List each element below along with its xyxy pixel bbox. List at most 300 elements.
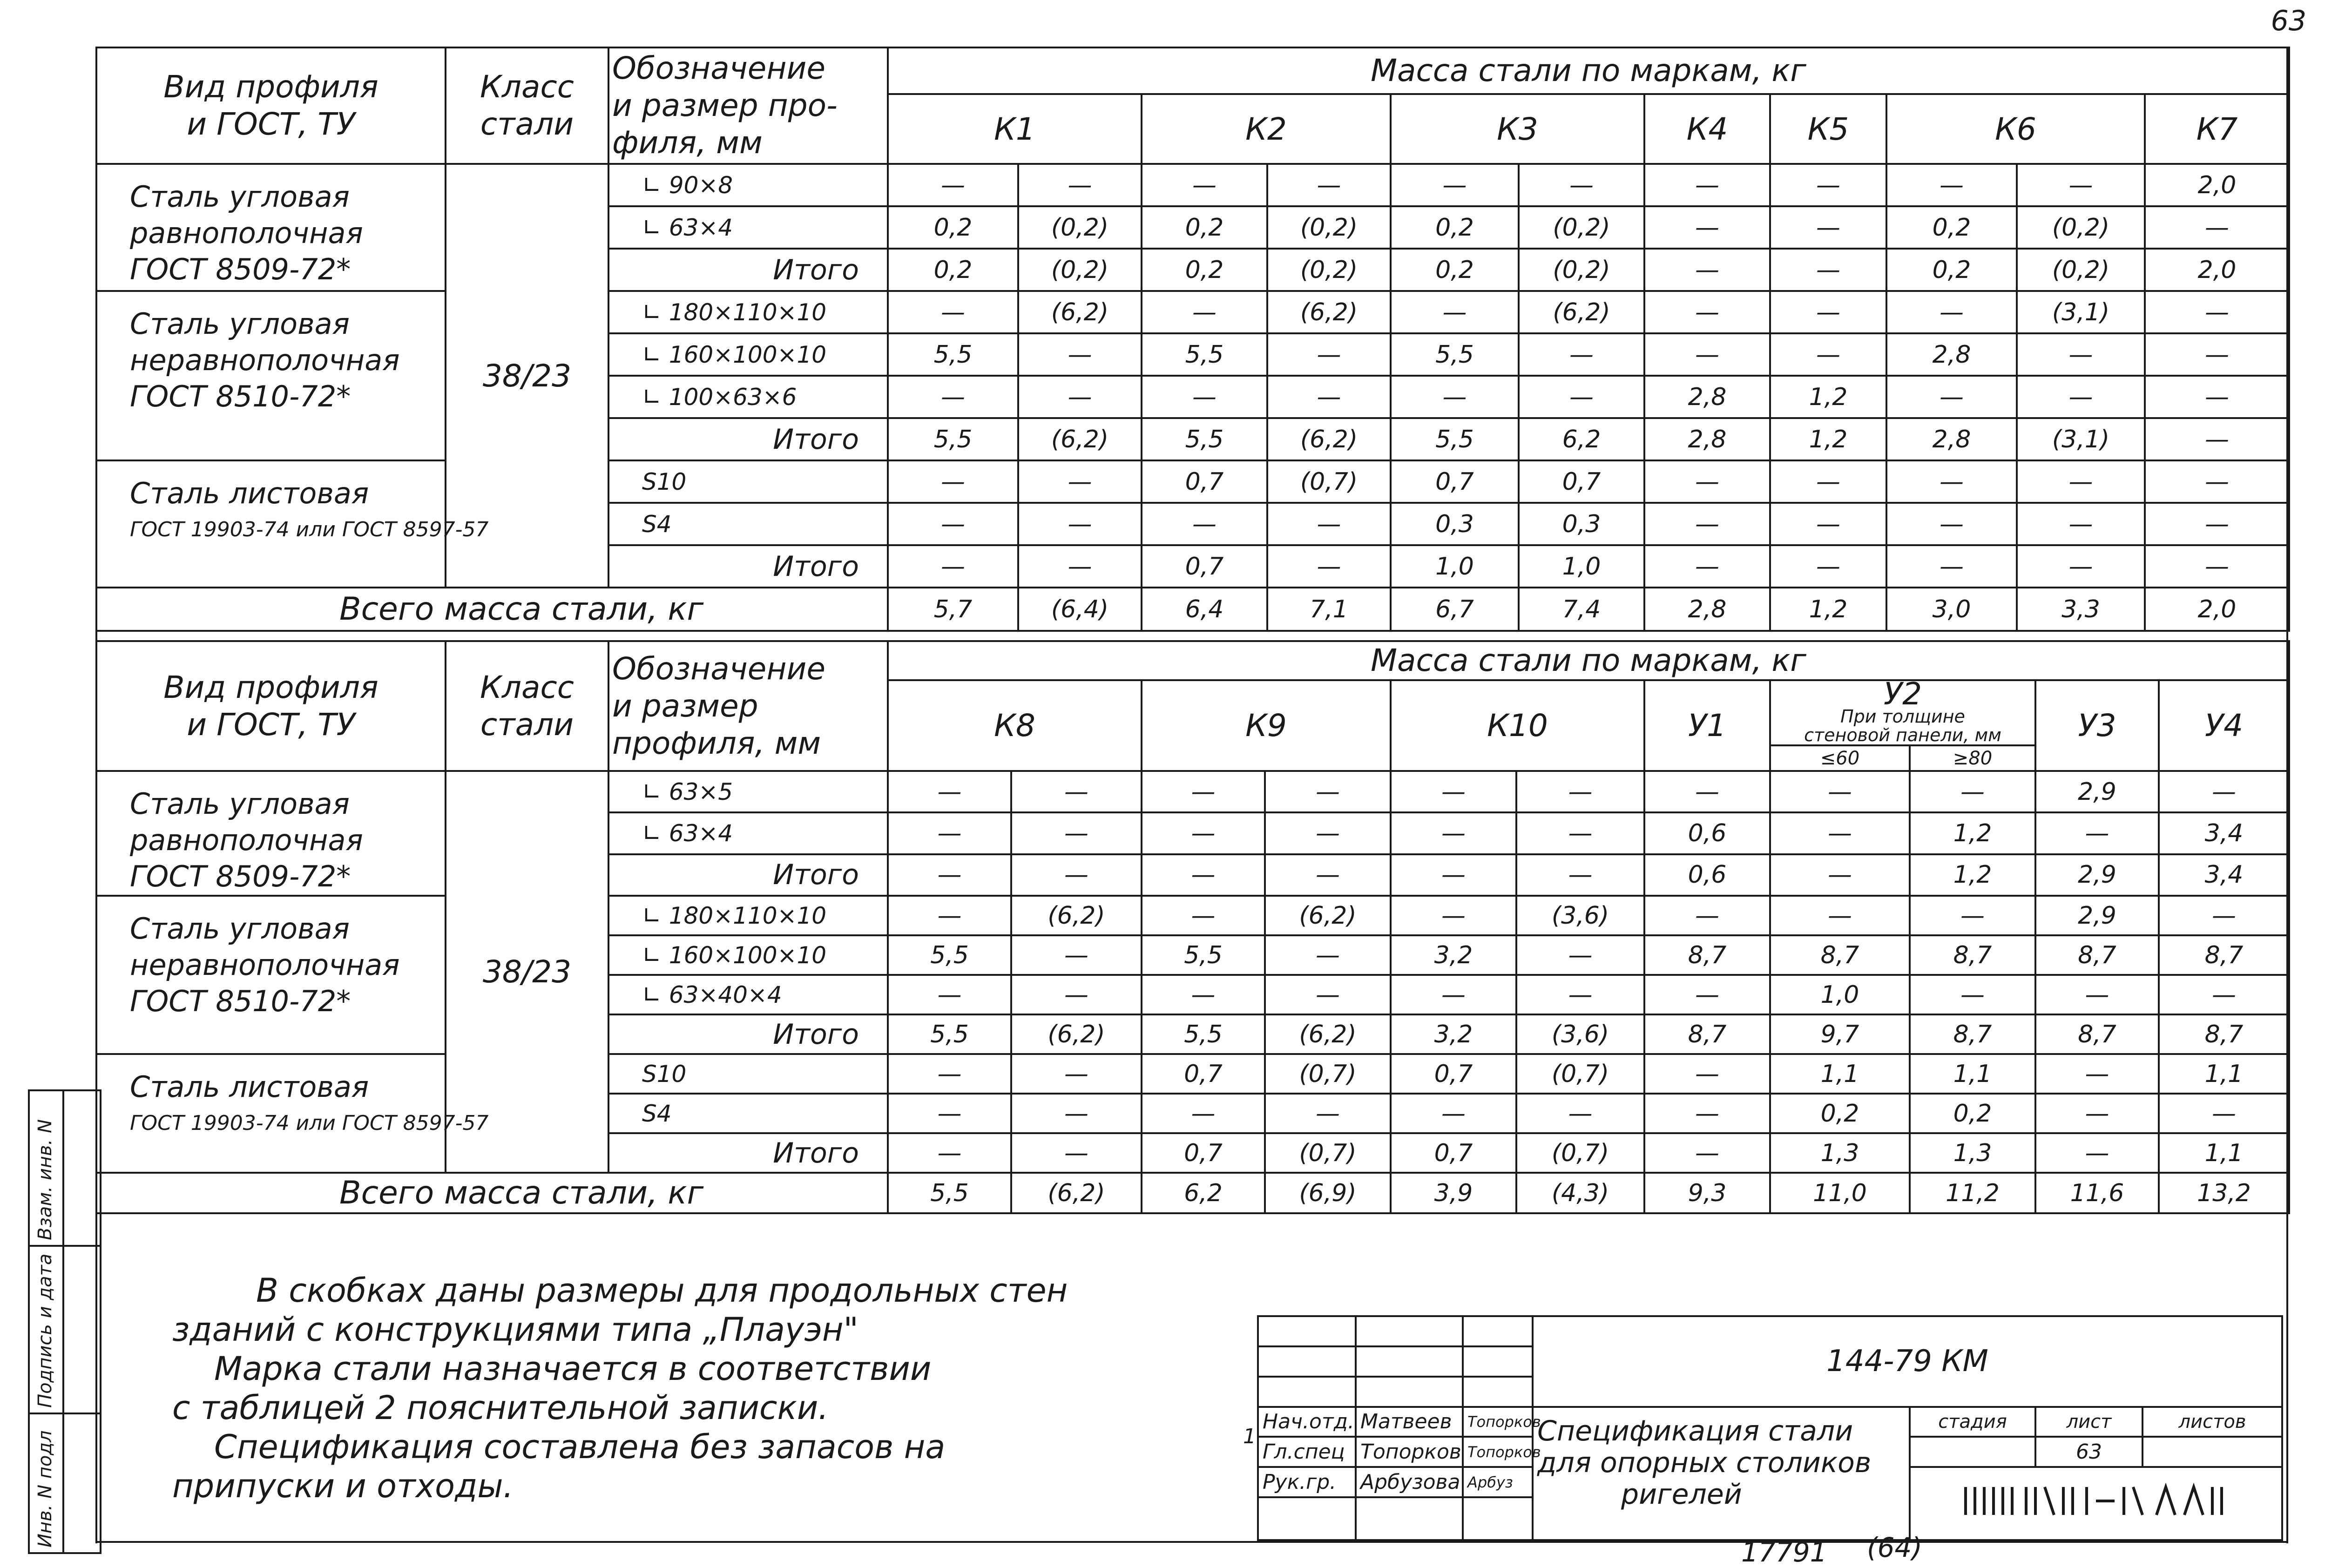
mass-value: — <box>1910 975 2035 1014</box>
subtotal-label: Итого <box>608 249 888 291</box>
stamp-name: Топорков <box>1356 1437 1463 1467</box>
total-value: 5,5 <box>888 1173 1011 1213</box>
mark-k7: К7 <box>2145 94 2289 164</box>
mass-value: 1,1 <box>1770 1054 1910 1094</box>
stage-label: стадия <box>1910 1407 2035 1437</box>
profile-group-name: Сталь угловая равнополочная ГОСТ 8509-72* <box>96 771 446 896</box>
mass-value: — <box>1142 812 1265 854</box>
mass-value: — <box>1018 164 1142 206</box>
bottom-table-body <box>96 771 2289 1213</box>
mass-value: — <box>1011 1133 1142 1173</box>
mass-value: 8,7 <box>2035 1014 2159 1054</box>
mass-value: (0,7) <box>1516 1133 1644 1173</box>
mass-value: — <box>888 771 1011 812</box>
title-block <box>1257 1315 2281 1541</box>
mass-value: — <box>1142 854 1265 896</box>
total-value: 3,0 <box>1886 588 2017 631</box>
mass-value: — <box>1519 376 1644 418</box>
mass-value: — <box>2145 206 2289 249</box>
side-label-replace: Взам. инв. N <box>34 1119 56 1240</box>
mass-value: — <box>1770 771 1910 812</box>
mass-value: (6,2) <box>1267 418 1391 460</box>
mass-value: — <box>1011 1094 1142 1133</box>
stamp-role: Гл.спец <box>1258 1437 1356 1467</box>
mass-value: 0,3 <box>1519 503 1644 545</box>
mass-value: — <box>1516 975 1644 1014</box>
mass-value: — <box>2145 418 2289 460</box>
mass-value: 0,2 <box>1391 249 1519 291</box>
stamp-row-marker: 1 <box>1243 1425 1256 1448</box>
mass-value: (3,1) <box>2017 291 2145 333</box>
mass-value: 1,1 <box>2159 1054 2289 1094</box>
mass-value: — <box>1886 545 2017 588</box>
mass-value: 0,7 <box>1142 1054 1265 1094</box>
total-value: 7,4 <box>1519 588 1644 631</box>
subtotal-label: Итого <box>608 854 888 896</box>
total-value: 6,7 <box>1391 588 1519 631</box>
total-value: 2,8 <box>1644 588 1770 631</box>
mass-value: — <box>2159 771 2289 812</box>
mass-value: (6,2) <box>1267 291 1391 333</box>
mass-value: — <box>2035 975 2159 1014</box>
mass-value: — <box>1770 854 1910 896</box>
profile-size: ∟ 63×40×4 <box>608 975 888 1014</box>
mass-value: (3,1) <box>2017 418 2145 460</box>
note-line: Спецификация составлена без запасов на <box>214 1428 946 1466</box>
header-profile-2: Вид профиля и ГОСТ, ТУ <box>96 641 446 771</box>
mass-value: — <box>2017 503 2145 545</box>
mass-value: — <box>888 376 1018 418</box>
mass-value: 2,9 <box>2035 854 2159 896</box>
bottom-number-left: 17791 <box>1741 1536 1827 1568</box>
header-mass-2: Масса стали по маркам, кг <box>888 641 2289 680</box>
profile-size: S4 <box>608 1094 888 1133</box>
u2-sub-2: стеновой панели, мм <box>1804 725 2001 745</box>
mass-value: (6,2) <box>1011 1014 1142 1054</box>
mass-value: (6,2) <box>1018 418 1142 460</box>
mass-value: 1,0 <box>1391 545 1519 588</box>
mass-value: — <box>1644 896 1770 935</box>
notes-block <box>172 1271 1243 1506</box>
mass-value: 1,2 <box>1910 812 2035 854</box>
mass-value: — <box>888 975 1011 1014</box>
mass-value: 0,7 <box>1391 1054 1516 1094</box>
mass-value: — <box>1886 164 2017 206</box>
mass-value: — <box>888 1054 1011 1094</box>
subtotal-label: Итого <box>608 545 888 588</box>
header-steel-class: Класс стали <box>446 47 608 164</box>
total-row <box>96 588 2289 631</box>
mass-value: — <box>1267 164 1391 206</box>
doc-code: 144-79 КМ <box>1533 1316 2282 1407</box>
mass-value: 0,7 <box>1142 545 1267 588</box>
mass-value: 8,7 <box>2035 935 2159 975</box>
total-value: 13,2 <box>2159 1173 2289 1213</box>
mass-value: — <box>1018 376 1142 418</box>
mass-value: 5,5 <box>888 418 1018 460</box>
profile-size: ∟ 160×100×10 <box>608 935 888 975</box>
mass-value: 0,2 <box>1770 1094 1910 1133</box>
total-label: Всего масса стали, кг <box>96 1173 888 1213</box>
total-value: 3,3 <box>2017 588 2145 631</box>
mass-value: 3,2 <box>1391 935 1516 975</box>
mass-value: 0,7 <box>1142 1133 1265 1173</box>
header-steel-class-2: Класс стали <box>446 641 608 771</box>
mass-value: — <box>2159 975 2289 1014</box>
mark-k10: К10 <box>1391 680 1644 771</box>
mass-value: — <box>2145 376 2289 418</box>
mass-value: — <box>2159 896 2289 935</box>
mass-value: 0,2 <box>1886 249 2017 291</box>
profile-size: ∟ 63×4 <box>608 206 888 249</box>
mass-value: — <box>1267 376 1391 418</box>
mass-value: (0,2) <box>1519 206 1644 249</box>
mass-value: 5,5 <box>1142 418 1267 460</box>
mass-value: — <box>1391 376 1519 418</box>
mass-value: 0,7 <box>1391 460 1519 503</box>
mass-value: — <box>1910 896 2035 935</box>
org-logo-icon <box>1961 1482 2231 1520</box>
mass-value: 2,0 <box>2145 164 2289 206</box>
profile-size: S10 <box>608 1054 888 1094</box>
mass-value: — <box>1516 854 1644 896</box>
total-value: 11,0 <box>1770 1173 1910 1213</box>
mass-value: — <box>888 1133 1011 1173</box>
total-value: 5,7 <box>888 588 1018 631</box>
frame-bottom <box>95 1541 2288 1543</box>
u2-sub-1: При толщине <box>1840 706 1965 727</box>
mark-k3: К3 <box>1391 94 1644 164</box>
mass-value: (0,2) <box>1267 206 1391 249</box>
profile-group-name: Сталь угловая неравнополочная ГОСТ 8510-72* <box>96 896 446 1054</box>
mass-value: (6,2) <box>1018 291 1142 333</box>
table-row <box>96 771 2289 812</box>
mass-value: — <box>888 896 1011 935</box>
mass-value: — <box>1265 1094 1391 1133</box>
steel-class-value: 38/23 <box>446 164 608 588</box>
mass-value: — <box>888 164 1018 206</box>
mass-value: 5,5 <box>1391 333 1519 376</box>
mass-value: 1,3 <box>1770 1133 1910 1173</box>
mark-k5: К5 <box>1770 94 1886 164</box>
total-value: 11,2 <box>1910 1173 2035 1213</box>
mass-value: — <box>1770 545 1886 588</box>
mass-value: — <box>1886 503 2017 545</box>
mass-value: (0,7) <box>1265 1054 1391 1094</box>
mass-value: — <box>1519 164 1644 206</box>
total-value: 2,0 <box>2145 588 2289 631</box>
mass-value: 5,5 <box>1142 1014 1265 1054</box>
side-label-inv: Инв. N подл <box>34 1430 56 1548</box>
mass-value: — <box>1644 206 1770 249</box>
mass-value: — <box>1391 975 1516 1014</box>
stamp-sign: Топорков <box>1463 1437 1533 1467</box>
mass-value: — <box>1516 1094 1644 1133</box>
mass-value: — <box>1886 376 2017 418</box>
mass-value: — <box>1267 333 1391 376</box>
table-row <box>96 291 2289 333</box>
u2-range-ge80: ≥80 <box>1910 745 2035 771</box>
mass-value: — <box>1267 545 1391 588</box>
total-value: 1,2 <box>1770 588 1886 631</box>
mass-value: — <box>2035 1054 2159 1094</box>
mass-value: — <box>1142 503 1267 545</box>
mass-value: — <box>1011 854 1142 896</box>
mass-value: — <box>1142 291 1267 333</box>
mass-value: — <box>1391 771 1516 812</box>
mass-value: (0,2) <box>1519 249 1644 291</box>
mass-value: — <box>1265 771 1391 812</box>
mass-value: — <box>1644 164 1770 206</box>
mass-value: — <box>1011 812 1142 854</box>
mark-k4: К4 <box>1644 94 1770 164</box>
mass-value: — <box>888 1094 1011 1133</box>
mass-value: — <box>1644 545 1770 588</box>
subtotal-label: Итого <box>608 1133 888 1173</box>
header-designation: Обозначение и размер про- филя, мм <box>608 47 888 164</box>
mass-value: — <box>1644 333 1770 376</box>
mass-value: — <box>2017 376 2145 418</box>
mark-k2: К2 <box>1142 94 1391 164</box>
profile-size: S10 <box>608 460 888 503</box>
mass-value: — <box>1644 249 1770 291</box>
bottom-number-right: (64) <box>1867 1532 1923 1563</box>
mass-value: — <box>1391 896 1516 935</box>
mass-value: — <box>1770 503 1886 545</box>
mass-value: — <box>888 460 1018 503</box>
mass-value: 0,2 <box>1910 1094 2035 1133</box>
mass-value: 5,5 <box>888 935 1011 975</box>
mass-value: 0,7 <box>1391 1133 1516 1173</box>
mass-value: 3,2 <box>1391 1014 1516 1054</box>
mass-value: — <box>1644 460 1770 503</box>
mass-value: 0,7 <box>1519 460 1644 503</box>
note-line: Марка стали назначается в соответствии <box>214 1350 932 1388</box>
mass-value: 0,2 <box>1142 206 1267 249</box>
mark-u4: У4 <box>2159 680 2289 771</box>
mass-value: — <box>1018 333 1142 376</box>
mass-value: — <box>888 545 1018 588</box>
mass-value: (6,2) <box>1519 291 1644 333</box>
mass-value: — <box>1267 503 1391 545</box>
total-value: 6,4 <box>1142 588 1267 631</box>
mass-value: (0,2) <box>1267 249 1391 291</box>
profile-size: ∟ 63×4 <box>608 812 888 854</box>
profile-size: ∟ 160×100×10 <box>608 333 888 376</box>
mass-value: — <box>1391 854 1516 896</box>
total-label: Всего масса стали, кг <box>96 588 888 631</box>
u2-range-le60: ≤60 <box>1770 745 1910 771</box>
mass-value: (0,7) <box>1267 460 1391 503</box>
mass-value: — <box>1018 503 1142 545</box>
mass-value: 3,4 <box>2159 812 2289 854</box>
mass-value: — <box>1011 975 1142 1014</box>
mass-value: 6,2 <box>1519 418 1644 460</box>
profile-group-name: Сталь угловая равнополочная ГОСТ 8509-72* <box>96 164 446 291</box>
mass-value: — <box>1142 975 1265 1014</box>
mass-value: — <box>1018 460 1142 503</box>
mass-value: 2,8 <box>1644 376 1770 418</box>
header-mass: Масса стали по маркам, кг <box>888 47 2289 94</box>
mass-value: — <box>888 812 1011 854</box>
mass-value: 1,3 <box>1910 1133 2035 1173</box>
total-value: 6,2 <box>1142 1173 1265 1213</box>
mass-value: 1,2 <box>1910 854 2035 896</box>
mark-k8: К8 <box>888 680 1142 771</box>
mass-value: 8,7 <box>1910 935 2035 975</box>
mass-value: — <box>2145 460 2289 503</box>
mass-value: 8,7 <box>1910 1014 2035 1054</box>
mass-value: 0,2 <box>888 206 1018 249</box>
mass-value: — <box>1391 812 1516 854</box>
mass-value: — <box>1770 896 1910 935</box>
mass-value: — <box>888 854 1011 896</box>
mass-value: — <box>1142 771 1265 812</box>
mass-value: 1,1 <box>1910 1054 2035 1094</box>
mass-value: 9,7 <box>1770 1014 1910 1054</box>
profile-group-name: Сталь угловая неравнополочная ГОСТ 8510-72* <box>96 291 446 460</box>
mass-value: 2,9 <box>2035 771 2159 812</box>
bottom-spec-table <box>95 640 2290 1214</box>
mass-value: — <box>2145 545 2289 588</box>
mass-value: — <box>1265 935 1391 975</box>
stamp-name: Матвеев <box>1356 1407 1463 1437</box>
stamp-role: Рук.гр. <box>1258 1467 1356 1497</box>
mass-value: — <box>2035 1094 2159 1133</box>
mass-value: 0,2 <box>1142 249 1267 291</box>
mass-value: (0,2) <box>1018 249 1142 291</box>
mass-value: (0,2) <box>2017 206 2145 249</box>
mass-value: (0,2) <box>2017 249 2145 291</box>
mass-value: 5,5 <box>888 333 1018 376</box>
mass-value: (3,6) <box>1516 1014 1644 1054</box>
mass-value: 3,4 <box>2159 854 2289 896</box>
mass-value: — <box>2017 333 2145 376</box>
mass-value: 2,9 <box>2035 896 2159 935</box>
table-row <box>96 1054 2289 1094</box>
profile-size: ∟ 100×63×6 <box>608 376 888 418</box>
mass-value: 1,1 <box>2159 1133 2289 1173</box>
mass-value: 8,7 <box>1644 935 1770 975</box>
mark-k1: К1 <box>888 94 1142 164</box>
mass-value: — <box>1644 1054 1770 1094</box>
side-label-sign: Подпись и дата <box>34 1253 56 1408</box>
profile-size: ∟ 90×8 <box>608 164 888 206</box>
mark-u3: У3 <box>2035 680 2159 771</box>
doc-title: Спецификация стали для опорных столиков ригелей <box>1533 1407 1910 1540</box>
mass-value: — <box>1886 291 2017 333</box>
mass-value: — <box>1770 812 1910 854</box>
stamp-role: Нач.отд. <box>1258 1407 1356 1437</box>
mass-value: 0,2 <box>888 249 1018 291</box>
mass-value: 5,5 <box>1391 418 1519 460</box>
mass-value: — <box>1391 291 1519 333</box>
profile-size: S4 <box>608 503 888 545</box>
mass-value: — <box>1265 854 1391 896</box>
profile-size: ∟ 180×110×10 <box>608 896 888 935</box>
mass-value: 8,7 <box>1644 1014 1770 1054</box>
steel-class-value: 38/23 <box>446 771 608 1173</box>
note-line: с таблицей 2 пояснительной записки. <box>172 1389 829 1427</box>
mass-value: — <box>1516 935 1644 975</box>
total-value: 7,1 <box>1267 588 1391 631</box>
mass-value: — <box>1770 460 1886 503</box>
mass-value: 1,2 <box>1770 376 1886 418</box>
mass-value: 0,6 <box>1644 854 1770 896</box>
total-value: (6,9) <box>1265 1173 1391 1213</box>
mass-value: — <box>2145 503 2289 545</box>
mass-value: 8,7 <box>2159 935 2289 975</box>
mass-value: 1,0 <box>1519 545 1644 588</box>
mass-value: — <box>1142 164 1267 206</box>
mass-value: (0,2) <box>1018 206 1142 249</box>
table-row <box>96 896 2289 935</box>
corner-code: 63 <box>2271 5 2306 37</box>
profile-group-name: Сталь листовая ГОСТ 19903-74 или ГОСТ 8597-57 <box>96 1054 446 1173</box>
mass-value: — <box>2017 164 2145 206</box>
total-value: (4,3) <box>1516 1173 1644 1213</box>
mass-value: — <box>888 503 1018 545</box>
table-row <box>96 460 2289 503</box>
top-table-body <box>96 164 2289 631</box>
mass-value: 0,7 <box>1142 460 1267 503</box>
top-spec-table <box>95 47 2290 632</box>
total-value: 9,3 <box>1644 1173 1770 1213</box>
mass-value: — <box>2017 460 2145 503</box>
mass-value: 1,2 <box>1770 418 1886 460</box>
mass-value: — <box>1011 935 1142 975</box>
mass-value: (0,7) <box>1265 1133 1391 1173</box>
mass-value: — <box>1770 164 1886 206</box>
subtotal-label: Итого <box>608 418 888 460</box>
mass-value: 0,6 <box>1644 812 1770 854</box>
mass-value: — <box>1142 1094 1265 1133</box>
org-logo <box>1910 1467 2282 1540</box>
mass-value: — <box>1516 812 1644 854</box>
mass-value: — <box>1644 1133 1770 1173</box>
profile-size: ∟ 63×5 <box>608 771 888 812</box>
total-value: (6,2) <box>1011 1173 1142 1213</box>
frame-left <box>95 47 97 1543</box>
mass-value: 0,2 <box>1886 206 2017 249</box>
side-labels <box>28 1089 101 1554</box>
mass-value: — <box>1910 771 2035 812</box>
header-profile: Вид профиля и ГОСТ, ТУ <box>96 47 446 164</box>
mark-u2: У2 При толщине стеновой панели, мм <box>1770 680 2035 745</box>
mass-value: — <box>1018 545 1142 588</box>
mass-value: (0,7) <box>1516 1054 1644 1094</box>
mass-value: (3,6) <box>1516 896 1644 935</box>
mass-value: — <box>2145 333 2289 376</box>
mass-value: 2,8 <box>1886 418 2017 460</box>
mass-value: (6,2) <box>1265 1014 1391 1054</box>
mass-value: — <box>2035 1133 2159 1173</box>
note-line: В скобках даны размеры для продольных стен <box>256 1271 1068 1310</box>
mark-k6: К6 <box>1886 94 2145 164</box>
table-row <box>96 164 2289 206</box>
mass-value: — <box>888 291 1018 333</box>
frame-right <box>2286 47 2288 1543</box>
sheets-label: листов <box>2143 1407 2282 1437</box>
mass-value: 5,5 <box>888 1014 1011 1054</box>
mass-value: — <box>1519 333 1644 376</box>
mass-value: 1,0 <box>1770 975 1910 1014</box>
total-value: 11,6 <box>2035 1173 2159 1213</box>
note-line: зданий с конструкциями типа „Плауэн" <box>172 1311 858 1349</box>
mark-u1: У1 <box>1644 680 1770 771</box>
mass-value: 5,5 <box>1142 333 1267 376</box>
mass-value: — <box>1142 896 1265 935</box>
